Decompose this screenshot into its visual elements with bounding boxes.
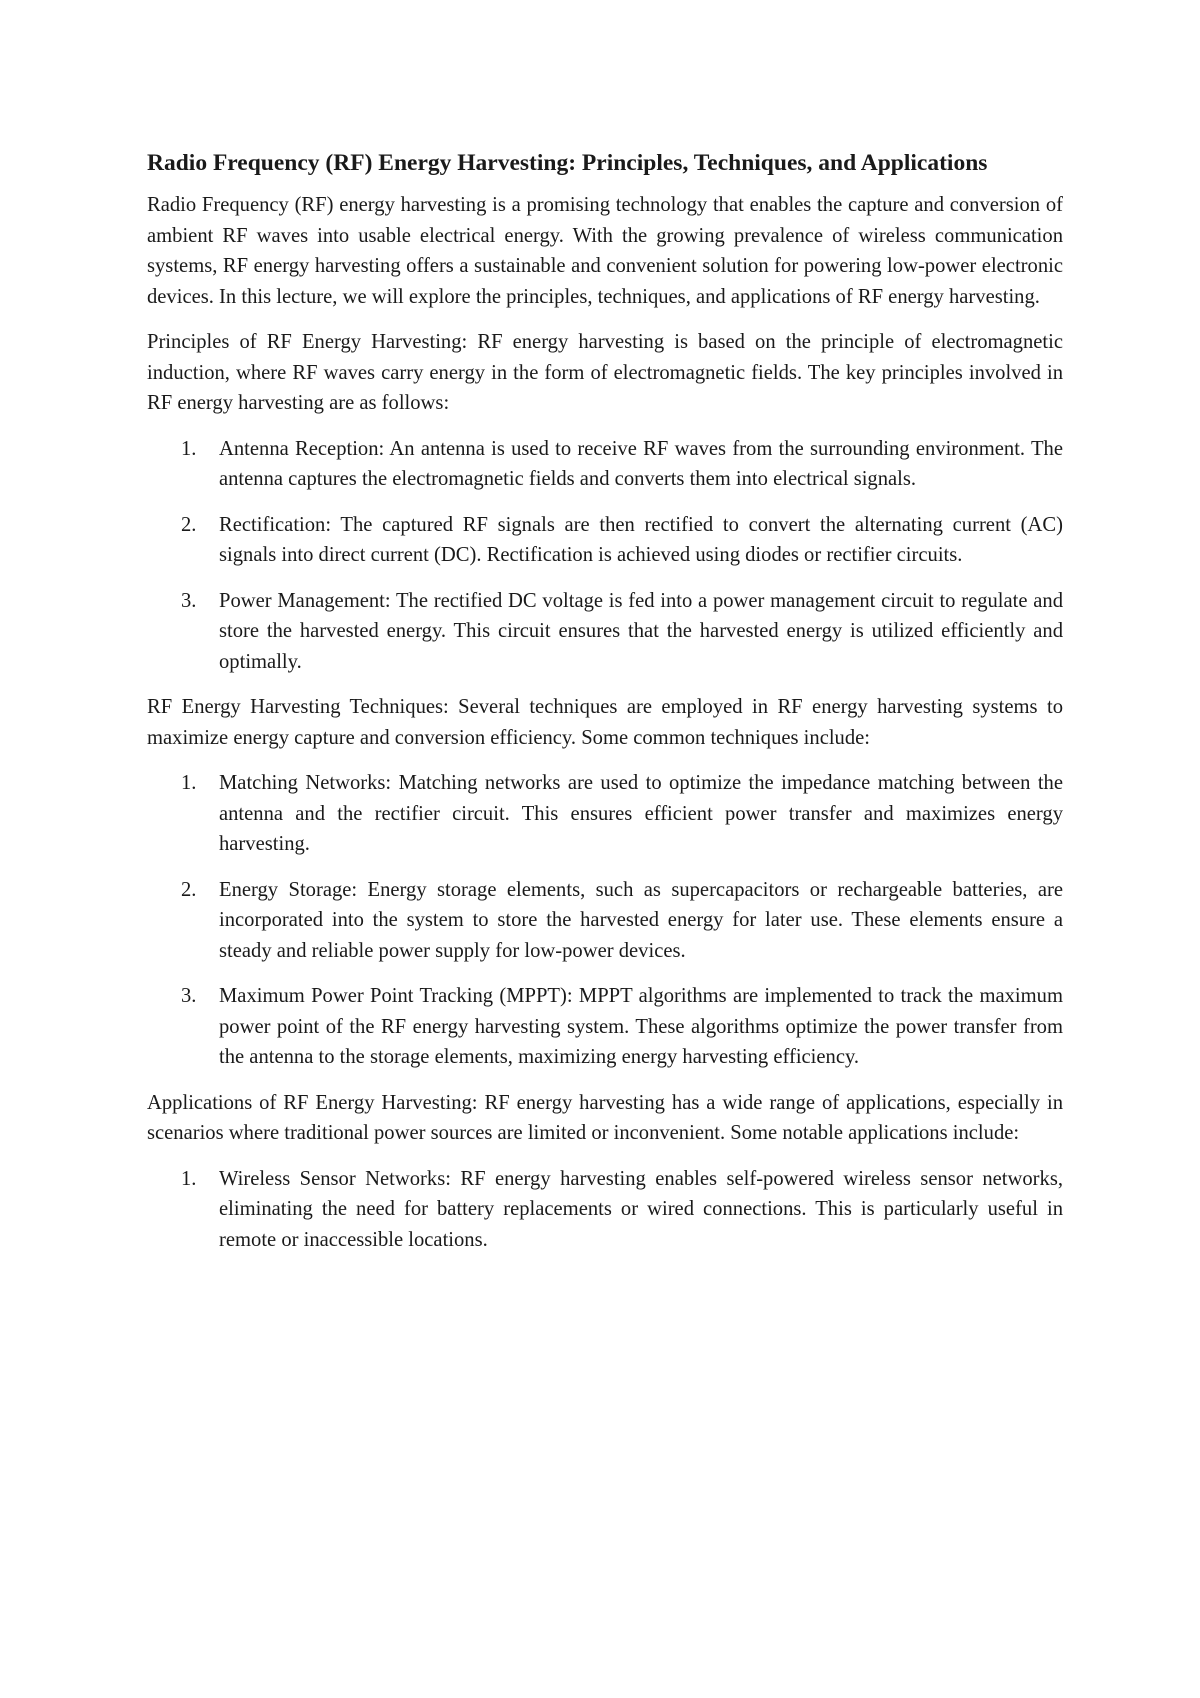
list-item bbox=[147, 586, 1063, 678]
list-item-text: Rectification: The captured RF signals are then rectified to convert the alternating current (AC) signals into direct current (DC). Rectification is achieved using diodes or rectifier circuits. bbox=[219, 513, 1063, 566]
principles-list bbox=[147, 434, 1063, 678]
list-item-text: Power Management: The rectified DC voltage is fed into a power management circuit to regulate and store the harvested energy. This circuit ensures that the harvested energy is utilized efficiently and optimally. bbox=[219, 589, 1063, 673]
list-item bbox=[147, 875, 1063, 967]
applications-list bbox=[147, 1164, 1063, 1256]
list-number: 1. bbox=[181, 1167, 197, 1190]
list-item-text: Energy Storage: Energy storage elements, such as supercapacitors or rechargeable batteries, are incorporated into the system to store the harvested energy for later use. These elements ensure a steady and reliable power supply for low-power devices. bbox=[219, 878, 1063, 962]
list-item bbox=[147, 510, 1063, 571]
list-number: 2. bbox=[181, 513, 197, 536]
list-number: 3. bbox=[181, 589, 197, 612]
list-item bbox=[147, 981, 1063, 1073]
list-number: 2. bbox=[181, 878, 197, 901]
list-number: 1. bbox=[181, 772, 197, 794]
intro-paragraph: Radio Frequency (RF) energy harvesting is a promising technology that enables the capture and conversion of ambient RF waves into usable electrical energy. With the growing prevalence of wireless communication systems, RF energy harvesting offers a sustainable and convenient solution for powering low-power electronic devices. In this lecture, we will explore the principles, techniques, and applications of RF energy harvesting. bbox=[147, 194, 1063, 308]
list-number: 1. bbox=[181, 437, 197, 460]
list-item-text: Maximum Power Point Tracking (MPPT): MPPT algorithms are implemented to track the maximum power point of the RF energy harvesting system. These algorithms optimize the power transfer from the antenna to the storage elements, maximizing energy harvesting efficiency. bbox=[219, 985, 1063, 1068]
list-item-text: Antenna Reception: An antenna is used to receive RF waves from the surrounding environment. The antenna captures the electromagnetic fields and converts them into electrical signals. bbox=[219, 437, 1063, 490]
list-number: 3. bbox=[181, 985, 197, 1007]
principles-paragraph: Principles of RF Energy Harvesting: RF energy harvesting is based on the principle of electromagnetic induction, where RF waves carry energy in the form of electromagnetic fields. The key principles involved in RF energy harvesting are as follows: bbox=[147, 331, 1063, 414]
list-item-text: Wireless Sensor Networks: RF energy harvesting enables self-powered wireless sensor networks, eliminating the need for battery replacements or wired connections. This is particularly useful in remote or inaccessible locations. bbox=[219, 1167, 1063, 1251]
document-title: Radio Frequency (RF) Energy Harvesting: Principles, Techniques, and Applications bbox=[147, 150, 988, 176]
applications-paragraph: Applications of RF Energy Harvesting: RF energy harvesting has a wide range of applications, especially in scenarios where traditional power sources are limited or inconvenient. Some notable applications include: bbox=[147, 1091, 1063, 1144]
list-item bbox=[147, 434, 1063, 495]
list-item bbox=[147, 768, 1063, 860]
list-item-text: Matching Networks: Matching networks are used to optimize the impedance matching between the antenna and the rectifier circuit. This ensures efficient power transfer and maximizes energy harvesting. bbox=[219, 772, 1063, 855]
techniques-paragraph: RF Energy Harvesting Techniques: Several techniques are employed in RF energy harvesting systems to maximize energy capture and conversion efficiency. Some common techniques include: bbox=[147, 696, 1063, 749]
list-item bbox=[147, 1164, 1063, 1256]
techniques-list bbox=[147, 768, 1063, 1073]
